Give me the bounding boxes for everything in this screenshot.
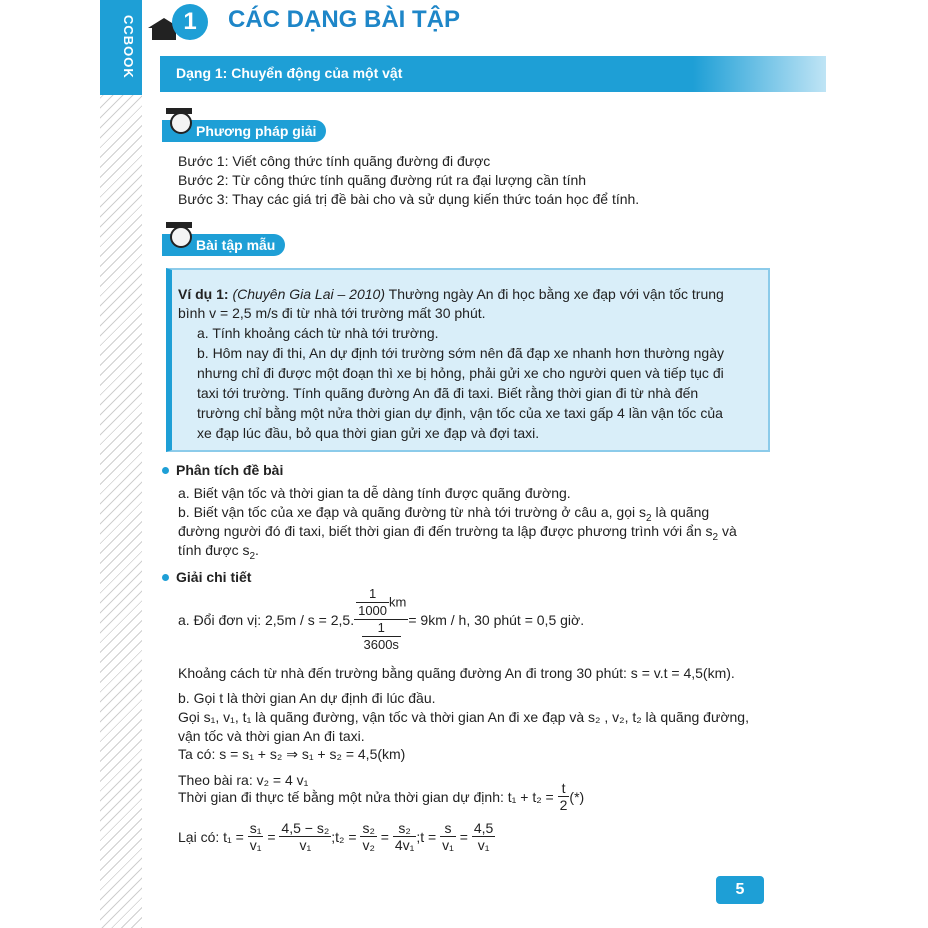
topic-title: Dạng 1: Chuyển động của một vật xyxy=(176,65,403,81)
solution-b-line-4: Ta có: s = s₁ + s₂ ⇒ s₁ + s₂ = 4,5(km) xyxy=(178,746,406,762)
example-part-a: a. Tính khoảng cách từ nhà tới trường. xyxy=(197,325,439,341)
solution-heading: Giải chi tiết xyxy=(176,569,252,585)
method-step-1: Bước 1: Viết công thức tính quãng đường đi được xyxy=(178,153,491,169)
analysis-line-4: tính được $s_2$. xyxy=(178,542,259,562)
page-number: 5 xyxy=(716,876,764,904)
solution-b-line-6: Thời gian đi thực tế bằng một nửa thời gian dự định: t₁ + t₂ = $\frac{t}{2}$ (*) xyxy=(178,780,585,813)
bullet-icon xyxy=(162,574,169,581)
analysis-heading: Phân tích đề bài xyxy=(176,462,284,478)
example-part-b-3: taxi tới trường. Tính quãng đường An đã đi taxi. Biết rằng thời gian đi từ nhà đến xyxy=(197,385,699,401)
page-title: CÁC DẠNG BÀI TẬP xyxy=(228,6,460,33)
solution-b-line-2: Gọi s₁, v₁, t₁ là quãng đường, vận tốc và thời gian An đi xe đạp và s₂ , v₂, t₂ là quãng đường, xyxy=(178,709,749,725)
solution-b-line-5: Theo bài ra: v₂ = 4 v₁ xyxy=(178,772,309,788)
solution-b-line-7: Lại có: t₁ = $\frac{\text{s₁}}{\text{v₁}}$ = $\frac{\text{4,5 − s₂}}{\text{v₁}}$ ;t₂ = $\frac{\text{s₂}}{\text{v₂}}$ = $\frac{\text{s₂}}{\text{4v₁}}$ ;t = $\frac{s}{\text{v₁}}$ = $\frac{4,5}{\text{v₁}}$ xyxy=(178,820,494,853)
method-step-2: Bước 2: Từ công thức tính quãng đường rút ra đại lượng cần tính xyxy=(178,172,587,188)
example-part-b-5: xe đạp lúc đầu, bỏ qua thời gian gửi xe đạp và đợi taxi. xyxy=(197,425,540,441)
example-part-b-2: nhưng chỉ đi được một đoạn thì xe bị hỏng, phải gửi xe cho người quen và tiếp tục đi xyxy=(197,365,724,381)
solution-b-line-1: b. Gọi t là thời gian An dự định đi lúc đầu. xyxy=(178,690,436,706)
analysis-line-1: a. Biết vận tốc và thời gian ta dễ dàng tính được quãng đường. xyxy=(178,485,571,501)
example-part-b-4: trường chỉ bằng một nửa thời gian dự định, vận tốc của xe taxi gấp 4 lần vận tốc của xyxy=(197,405,723,421)
solution-b-line-3: vận tốc và thời gian An đi taxi. xyxy=(178,728,365,744)
example-line-2: bình v = 2,5 m/s đi từ nhà tới trường mất 30 phút. xyxy=(178,305,486,321)
sample-heading: Bài tập mẫu xyxy=(162,234,285,256)
solution-a-conversion: a. Đổi đơn vị: 2,5m / s = 2,5. $\frac{1}{1000}$ km $\frac{1}{3600s}$ = 9km / h, 30 phút = 0,5 giờ. xyxy=(178,586,585,652)
spine-pattern xyxy=(100,0,142,928)
analysis-line-2: b. Biết vận tốc của xe đạp và quãng đường từ nhà tới trường ở câu a, gọi $s_2$ là quãng xyxy=(178,504,710,524)
graduation-cap-base xyxy=(152,28,176,40)
analysis-line-3: đường người đó đi taxi, biết thời gian đi đến trường ta lập được phương trình với ẩn $s_2$ và xyxy=(178,523,737,543)
solution-distance: Khoảng cách từ nhà đến trường bằng quãng đường An đi trong 30 phút: s = v.t = 4,5(km). xyxy=(178,665,735,681)
student-icon xyxy=(166,108,192,138)
section-number-badge: 1 xyxy=(172,4,208,40)
example-line-1: Ví dụ 1: (Chuyên Gia Lai – 2010) Thường ngày An đi học bằng xe đạp với vận tốc trung xyxy=(178,286,724,302)
spine-brand: CCBOOK xyxy=(121,15,136,79)
method-heading: Phương pháp giải xyxy=(162,120,326,142)
method-step-3: Bước 3: Thay các giá trị đề bài cho và sử dụng kiến thức toán học để tính. xyxy=(178,191,640,207)
student-icon xyxy=(166,222,192,252)
bullet-icon xyxy=(162,467,169,474)
example-part-b-1: b. Hôm nay đi thi, An dự định tới trường sớm nên đã đạp xe nhanh hơn thường ngày xyxy=(197,345,724,361)
